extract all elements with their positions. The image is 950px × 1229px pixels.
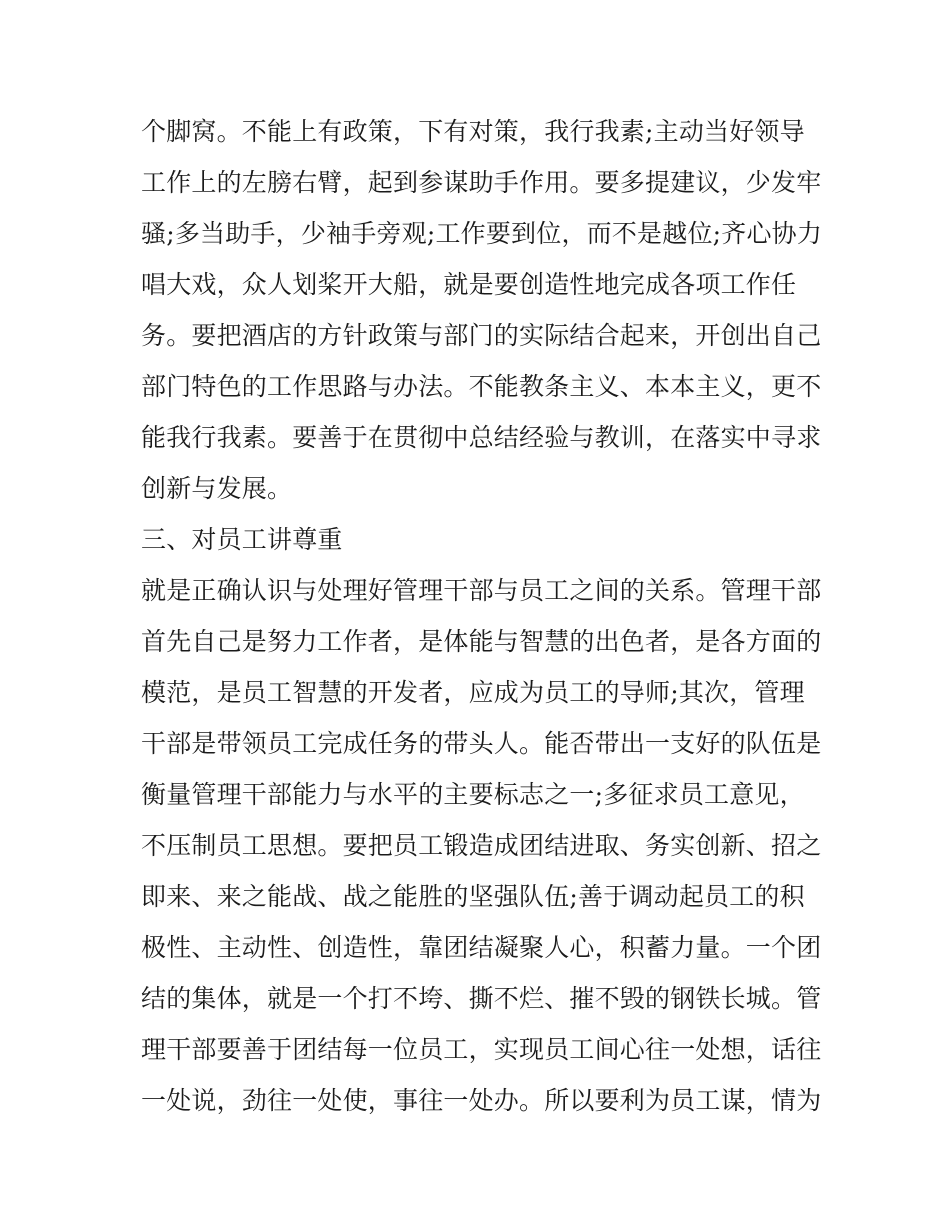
text-line: 骚;多当助手，少袖手旁观;工作要到位，而不是越位;齐心协力 [141, 219, 823, 248]
text-line: 就是正确认识与处理好管理干部与员工之间的关系。管理干部 [141, 576, 822, 605]
text-line: 干部是带领员工完成任务的带头人。能否带出一支好的队伍是 [141, 729, 822, 758]
text-line: 极性、主动性、创造性，靠团结凝聚人心，积蓄力量。一个团 [141, 933, 822, 962]
text-line: 首先自己是努力工作者，是体能与智慧的出色者，是各方面的 [141, 627, 822, 656]
text-line: 唱大戏，众人划桨开大船，就是要创造性地完成各项工作任 [141, 270, 797, 299]
text-line: 工作上的左膀右臂，起到参谋助手作用。要多提建议，少发牢 [141, 168, 822, 197]
text-line: 个脚窝。不能上有政策，下有对策，我行我素;主动当好领导 [141, 117, 805, 146]
section-heading: 三、对员工讲尊重 [141, 525, 343, 554]
text-line: 即来、来之能战、战之能胜的坚强队伍;善于调动起员工的积 [141, 882, 805, 911]
text-line: 创新与发展。 [141, 474, 293, 503]
body-text [141, 106, 821, 1126]
text-line: 理干部要善于团结每一位员工，实现员工间心往一处想，话往 [141, 1035, 822, 1064]
text-line: 一处说，劲往一处使，事往一处办。所以要利为员工谋，情为 [141, 1086, 822, 1115]
text-line: 部门特色的工作思路与办法。不能教条主义、本本主义，更不 [141, 372, 822, 401]
text-line: 衡量管理干部能力与水平的主要标志之一;多征求员工意见， [141, 780, 805, 809]
text-line: 结的集体，就是一个打不垮、撕不烂、摧不毁的钢铁长城。管 [141, 984, 822, 1013]
text-line: 模范，是员工智慧的开发者，应成为员工的导师;其次，管理 [141, 678, 805, 707]
text-line: 不压制员工思想。要把员工锻造成团结进取、务实创新、招之 [141, 831, 822, 860]
text-line: 务。要把酒店的方针政策与部门的实际结合起来，开创出自己 [141, 321, 822, 350]
text-line: 能我行我素。要善于在贯彻中总结经验与教训，在落实中寻求 [141, 423, 822, 452]
